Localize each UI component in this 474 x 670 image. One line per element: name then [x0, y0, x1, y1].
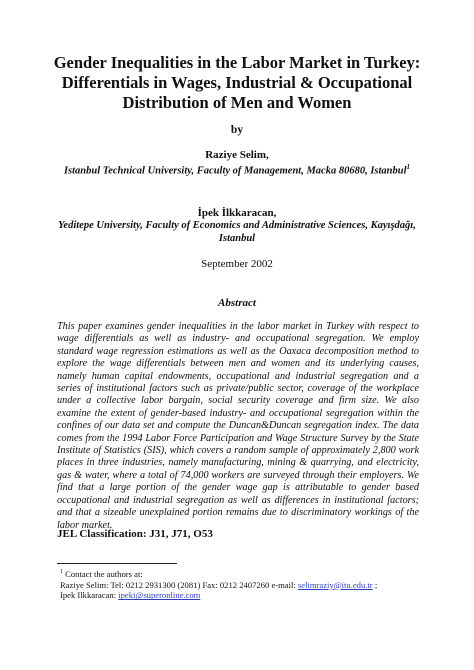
title-line-1: Gender Inequalities in the Labor Market in Turkey:: [53, 53, 421, 72]
title-line-2: Differentials in Wages, Industrial & Occupational: [61, 73, 413, 92]
footnote-contact-label: Contact the authors at:: [65, 568, 143, 579]
footnote-rule: [57, 563, 177, 564]
author1-footnote-mark: 1: [406, 163, 411, 171]
footnote: [60, 567, 440, 601]
footnote-selim-contact: Raziye Selim: Tel: 0212 2931300 (2081) Fax: 0212 2407260 e-mail:: [60, 579, 298, 590]
author1-affiliation: [30, 161, 444, 178]
footnote-line-1: [60, 567, 440, 580]
footnote-line-2: [60, 580, 440, 591]
author2-affiliation: [30, 219, 444, 245]
jel-classification: JEL Classification: J31, J71, O53: [57, 528, 213, 540]
footnote-mark: 1: [60, 569, 63, 575]
author2-affiliation-line2: Istanbul: [218, 233, 256, 244]
author1-name: Raziye Selim,: [205, 149, 269, 161]
paper-date: September 2002: [201, 258, 273, 270]
abstract-text: This paper examines gender inequalities in the labor market in Turkey with respect to wage differentials as well as industry- and occupational segregation. We employ standard wage regression estimations as well as the Oaxaca decomposition method to explore the wage differentials between men and women and its underlying causes, namely human capital endowments, occupational and industrial segregation and a series of institutional factors such as private/public sector, coverage of the workplace under a collective labor bargain, social security coverage and firm size. We also examine the extent of gender-based industry- and occupational segregation within the confines of our data set and compute the Duncan&Duncan segregation index. The data comes from the 1994 Labor Force Participation and Wage Structure Survey by the State Institute of Statistics (SIS), which covers a random sample of approximately 2,800 work places in three industries, namely manufacturing, mining & quarrying, and electricity, gas & water, where a total of 74,000 workers are surveyed through their employers. We find that a large portion of the gender wage gap is attributable to gender based occupational and industrial segregation as well as differences in institutional factors; and that a sizeable unexplained portion remains due to discriminatory workings of the labor market.: [57, 321, 419, 531]
footnote-line-3: [60, 590, 440, 601]
ilkkaracan-email-link[interactable]: ipeki@superonline.com: [118, 590, 201, 601]
selim-email-link[interactable]: selimraziy@itu.edu.tr: [297, 579, 373, 590]
author2-name: İpek İlkkaracan,: [197, 207, 277, 219]
author1-affiliation-text: Istanbul Technical University, Faculty of Management, Macka 80680, Istanbul: [63, 165, 407, 177]
paper-title: [40, 53, 434, 113]
abstract-heading: Abstract: [218, 297, 256, 309]
footnote-ilkkaracan-label: Ipek Ilkkaracan:: [60, 590, 119, 601]
title-line-3: Distribution of Men and Women: [122, 93, 352, 112]
by-line: by: [230, 124, 244, 136]
author2-affiliation-line1: Yeditepe University, Faculty of Economics and Administrative Sciences, Kayışdağı,: [58, 220, 416, 231]
footnote-line2-suffix: ;: [372, 579, 378, 590]
